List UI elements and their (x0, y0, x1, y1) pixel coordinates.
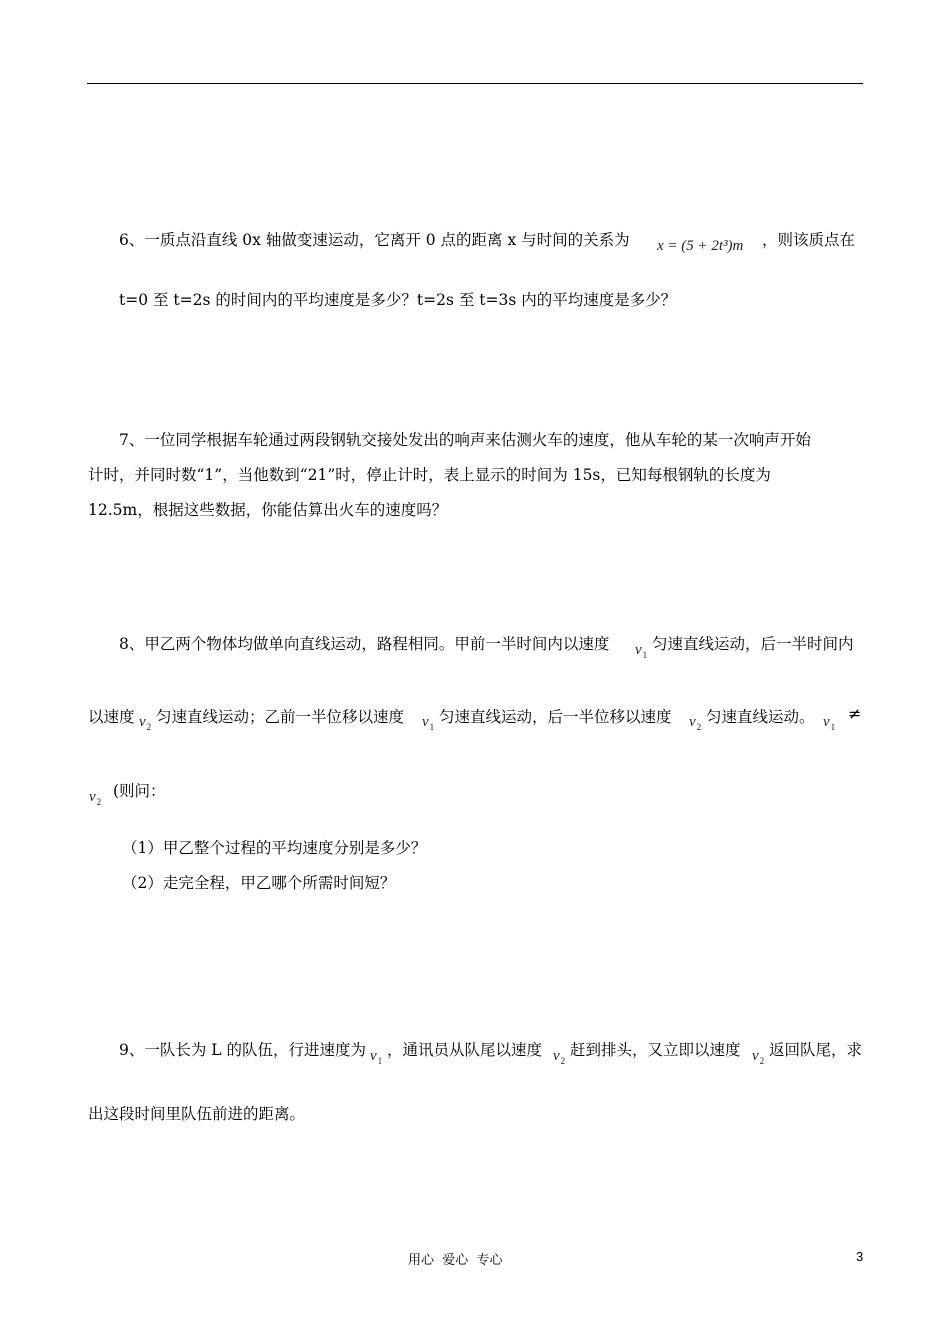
footer-motto: 用心 爱心 专心 (408, 1253, 503, 1268)
q8-v1-a: $v_1$ (635, 642, 648, 660)
q9-line1-d: 返回队尾，求 (769, 1041, 863, 1059)
q8-v1-c: $v_1$ (823, 714, 836, 732)
q8-v1-b: $v_1$ (422, 714, 435, 732)
q8-line1-a: 8、甲乙两个物体均做单向直线运动，路程相同。甲前一半时间内以速度 (119, 635, 610, 653)
q8-line3: (则问： (113, 782, 166, 800)
q9-line1-c: 赶到排头，又立即以速度 (570, 1041, 741, 1059)
q8-line2-b: 匀速直线运动；乙前一半位移以速度 (156, 708, 405, 726)
q8-line1-b: 匀速直线运动，后一半时间内 (652, 635, 854, 653)
q7-line2: 计时，并同时数“1”，当他数到“21”时，停止计时，表上显示的时间为 15s，已知每根钢轨的长度为 (88, 466, 771, 484)
q8-sub1: （1）甲乙整个过程的平均速度分别是多少？ (122, 839, 427, 857)
q8-v2-c: $v_2$ (89, 789, 102, 807)
q7-line1: 7、一位同学根据车轮通过两段钢轨交接处发出的响声来估测火车的速度，他从车轮的某一次响声开始 (119, 431, 811, 449)
q9-line1-a: 9、一队长为 L 的队伍，行进速度为 (119, 1041, 367, 1059)
q9-v2-b: $v_2$ (752, 1048, 765, 1066)
q6-formula: x = (5 + 2t³)m (657, 238, 744, 254)
q9-line1-b: ，通讯员从队尾以速度 (387, 1041, 543, 1059)
page-number: 3 (856, 1249, 864, 1264)
header-rule (87, 83, 863, 84)
q6-line1-end: ，则该质点在 (762, 231, 856, 249)
q8-line2-d: 匀速直线运动。 (706, 708, 815, 726)
q9-v2-a: $v_2$ (553, 1048, 566, 1066)
q8-sub2: （2）走完全程，甲乙哪个所需时间短？ (122, 874, 396, 892)
q6-line1 (119, 228, 630, 250)
q8-v2-a: $v_2$ (139, 714, 152, 732)
q8-v2-b: $v_2$ (689, 714, 702, 732)
q8-line2-a: 以速度 (88, 708, 135, 726)
q7-line3: 12.5m，根据这些数据，你能估算出火车的速度吗？ (88, 501, 448, 519)
q6-line2: t=0 至 t=2s 的时间内的平均速度是多少？t=2s 至 t=3s 内的平均速度是多少？ (119, 291, 677, 309)
q9-line2: 出这段时间里队伍前进的距离。 (88, 1105, 306, 1123)
q8-line2-c: 匀速直线运动，后一半位移以速度 (439, 708, 672, 726)
q6-line1-text: 6、一质点沿直线 0x 轴做变速运动，它离开 0 点的距离 x 与时间的关系为 (119, 231, 630, 249)
q8-neq: ≠ (848, 704, 862, 723)
q9-v1: $v_1$ (370, 1048, 383, 1066)
